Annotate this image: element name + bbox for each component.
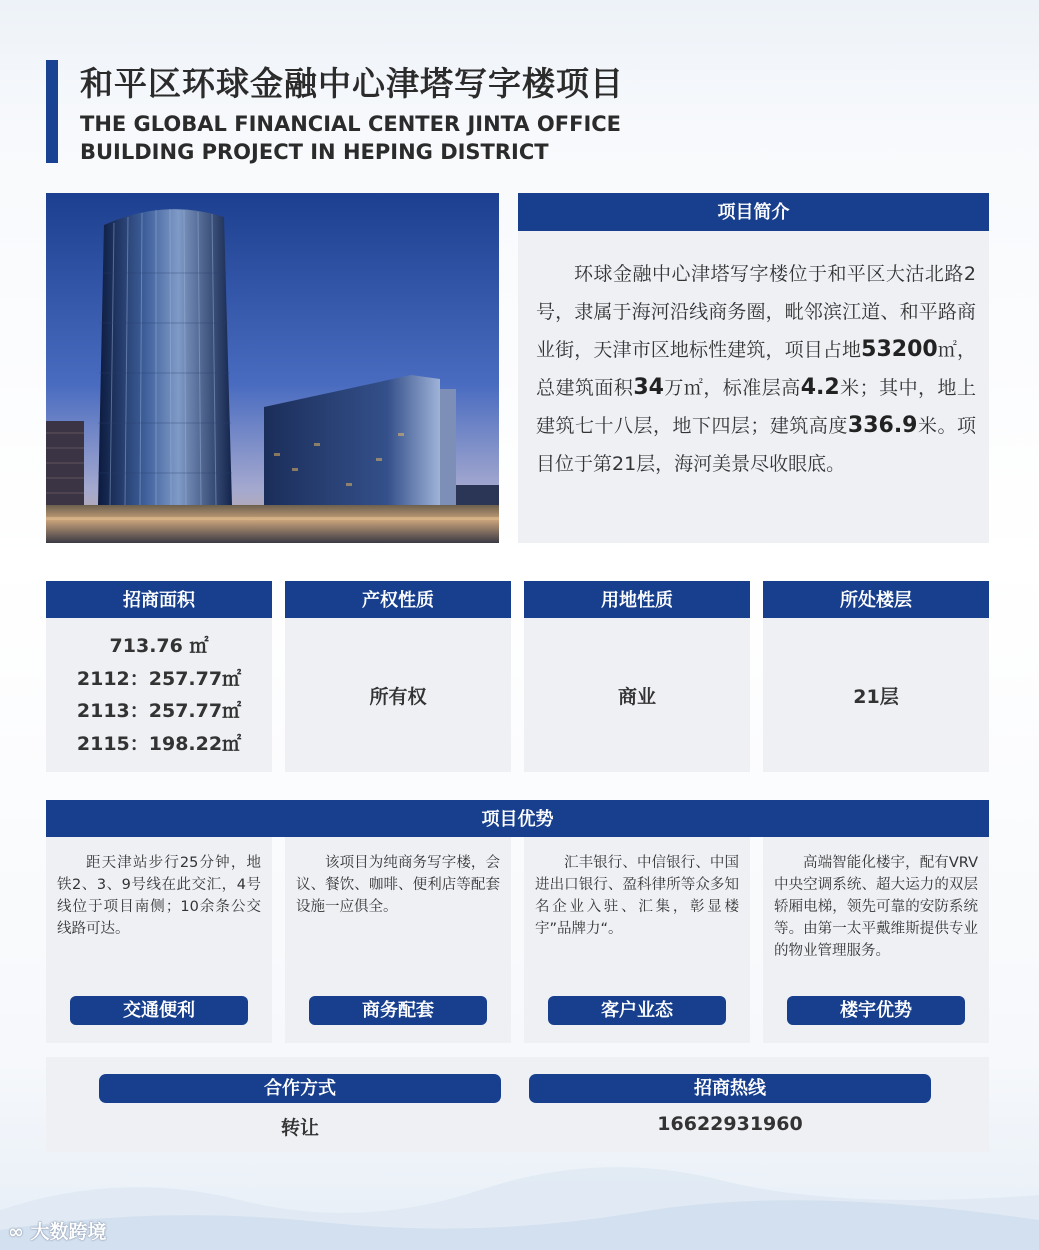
title-accent-bar: [46, 60, 58, 163]
floor-value: 21层: [853, 685, 899, 708]
area-unit-2115: 2115：198.22㎡: [76, 732, 242, 755]
floor-height-value: 4.2: [800, 375, 840, 400]
advantage-text-transport: 距天津站步行25分钟，地铁2、3、9号线在此交汇，4号线位于项目南侧；10余条公交线路可达。: [57, 855, 261, 937]
area-unit-2113: 2113：257.77㎡: [76, 700, 242, 722]
advantages-heading: 项目优势: [46, 800, 989, 837]
hotline-label: 招商热线: [529, 1074, 931, 1103]
advantage-label-transport: 交通便利: [70, 996, 248, 1025]
advantage-text-business: 该项目为纯商务写字楼，会议、餐饮、咖啡、便利店等配套设施一应俱全。: [296, 855, 500, 915]
area-values: [46, 618, 272, 772]
advantage-text-clients: 汇丰银行、中信银行、中国进出口银行、盈科律所等众多知名企业入驻、汇集，彰显楼宇”品牌力“。: [535, 855, 739, 937]
hotline-value: 16622931960: [657, 1113, 803, 1135]
page-subtitle-en: THE GLOBAL FINANCIAL CENTER JINTA OFFICE BUILDING PROJECT IN HEPING DISTRICT: [80, 112, 622, 164]
watermark-logo-icon: ∞: [8, 1221, 24, 1243]
advantage-label-building: 楼宇优势: [787, 996, 965, 1025]
watermark: ∞ 大数跨境: [8, 1221, 107, 1243]
building-height-value: 336.9: [847, 413, 918, 438]
advantage-text-building: 高端智能化楼宇，配有VRV中央空调系统、超大运力的双层轿厢电梯，领先可靠的安防系统等。由第一太平戴维斯提供专业的物业管理服务。: [774, 855, 978, 959]
intro-heading: 项目简介: [518, 193, 989, 231]
cooperation-value: 转让: [280, 1117, 319, 1139]
mountain-decoration: [0, 1150, 1039, 1250]
building-photo: [46, 193, 499, 543]
property-value: 所有权: [369, 685, 427, 708]
advantage-label-clients: 客户业态: [548, 996, 726, 1025]
cooperation-label: 合作方式: [99, 1074, 501, 1103]
total-area-value: 34: [633, 375, 664, 400]
land-use-value: 商业: [617, 685, 656, 708]
advantage-label-business: 商务配套: [309, 996, 487, 1025]
area-unit-2112: 2112：257.77㎡: [76, 667, 242, 690]
land-area-value: 53200: [861, 337, 938, 362]
area-total: 713.76 ㎡: [109, 635, 209, 657]
intro-paragraph: 环球金融中心津塔写字楼位于和平区大沽北路2号，隶属于海河沿线商务圈，毗邻滨江道、和平路商业街，天津市区地标性建筑，项目占地53200㎡，总建筑面积34万㎡，标准层高4.2米；其中，地上建筑七十八层，地下四层；建筑高度336.9米。项目位于第21层，海河美景尽收眼底。: [536, 263, 976, 475]
property-label: 产权性质: [285, 581, 511, 618]
floor-label: 所处楼层: [763, 581, 989, 618]
area-label: 招商面积: [46, 581, 272, 618]
page-title: 和平区环球金融中心津塔写字楼项目: [80, 64, 624, 103]
land-use-label: 用地性质: [524, 581, 750, 618]
